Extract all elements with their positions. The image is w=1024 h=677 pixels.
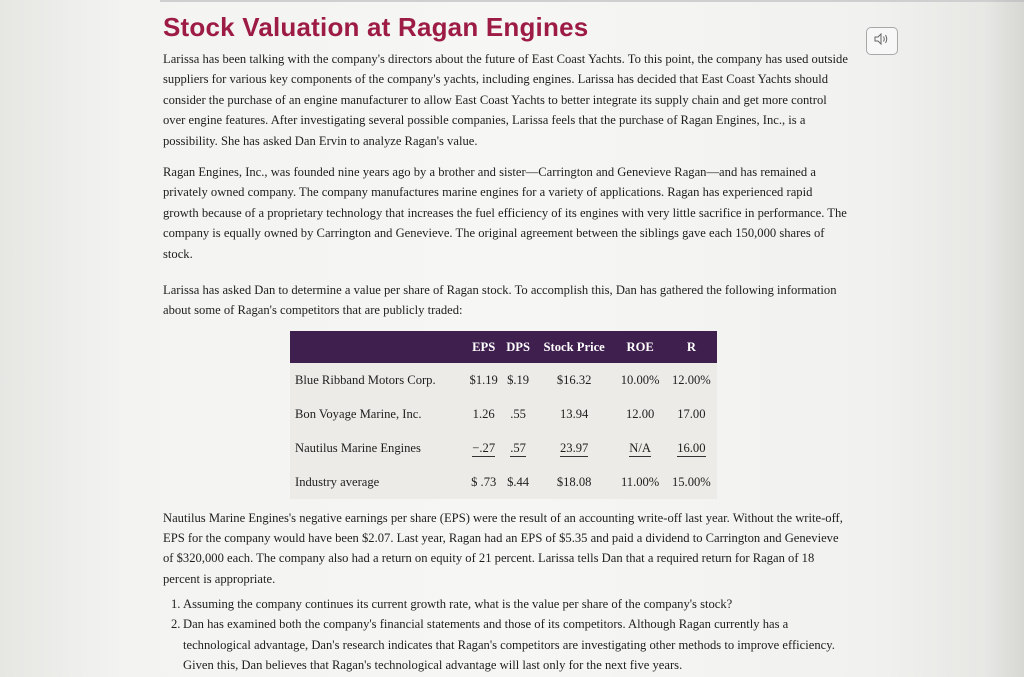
table-cell: Bon Voyage Marine, Inc. xyxy=(290,397,465,431)
intro-paragraph: Larissa has been talking with the company's directors about the future of East Coast Yachts. To this point, the company has used outside suppliers for various key components of the company's yachts, including engines. Larissa has decided that East Coast Yachts should consider the purchase of an engine manufacturer to allow East Coast Yachts to better integrate its supply chain and get more control over engine features. After investigating several possible companies, Larissa feels that the purchase of Ragan Engines, Inc., is a possibility. She has asked Dan Ervin to analyze Ragan's value. xyxy=(163,52,848,148)
table-cell: 13.94 xyxy=(534,397,615,431)
page-title: Stock Valuation at Ragan Engines xyxy=(163,12,589,42)
table-cell: $.19 xyxy=(502,363,533,397)
table-cell: Blue Ribband Motors Corp. xyxy=(290,363,465,397)
question-number: 1. xyxy=(171,597,181,611)
table-cell: 15.00% xyxy=(666,465,717,499)
table-header-cell: EPS xyxy=(472,339,496,354)
table-header-cell: ROE xyxy=(626,339,654,354)
table-header-row xyxy=(290,331,717,363)
nautilus-note-paragraph: Nautilus Marine Engines's negative earnings per share (EPS) were the result of an accounting write-off last year. Without the write-off, EPS for the company would have been $2.07. Last year, Ragan had an EPS of $5.35 and paid a dividend to Carrington and Genevieve of $320,000 each. The company also had a return on equity of 21 percent. Larissa tells Dan that a required return for Ragan of 18 percent is appropriate. xyxy=(163,511,843,586)
table-row xyxy=(290,363,717,397)
list-item xyxy=(163,614,848,675)
table-cell-value: 16.00 xyxy=(677,440,706,455)
table-header-cell xyxy=(290,331,465,363)
table-cell-value: 23.97 xyxy=(559,440,589,455)
table-cell: Industry average xyxy=(290,465,465,499)
table-cell: 17.00 xyxy=(666,397,717,431)
table-cell: $16.32 xyxy=(534,363,615,397)
table-cell-value: −.27 xyxy=(472,440,496,455)
table-cell: $18.08 xyxy=(534,465,615,499)
question-text: Assuming the company continues its current growth rate, what is the value per share of the company's stock? xyxy=(183,597,733,611)
table-cell-value: N/A xyxy=(629,440,651,455)
table-cell: 1.26 xyxy=(465,397,502,431)
table-cell xyxy=(615,431,666,465)
audio-button[interactable] xyxy=(866,27,898,55)
table-header-cell: DPS xyxy=(506,339,530,354)
table-row xyxy=(290,465,717,499)
company-background-paragraph: Ragan Engines, Inc., was founded nine years ago by a brother and sister—Carrington and Genevieve Ragan—and has remained a privately owned company. The company manufactures marine engines for a variety of applications. Ragan has experienced rapid growth because of a proprietary technology that increases the fuel efficiency of its engines with very little sacrifice in performance. The company is equally owned by Carrington and Genevieve. The original agreement between the siblings gave each 150,000 shares of stock. xyxy=(163,165,847,261)
table-cell: Nautilus Marine Engines xyxy=(290,431,465,465)
competitors-table xyxy=(290,331,717,499)
task-paragraph: Larissa has asked Dan to determine a value per share of Ragan stock. To accomplish this, Dan has gathered the following information about some of Ragan's competitors that are publicly traded: xyxy=(163,283,837,318)
question-number: 2. xyxy=(171,617,181,632)
table-cell xyxy=(465,431,502,465)
table-header-cell: R xyxy=(686,339,696,354)
table-cell-value: .57 xyxy=(510,440,526,455)
table-cell xyxy=(534,431,615,465)
table-row xyxy=(290,397,717,431)
table-cell: 11.00% xyxy=(615,465,666,499)
table-cell: 12.00% xyxy=(666,363,717,397)
table-cell: 10.00% xyxy=(615,363,666,397)
question-text: Dan has examined both the company's financial statements and those of its competitors. Although Ragan currently has a technological advantage, Dan's research indicates that Ragan's competitors are investigating other methods to improve efficiency. Given this, Dan believes that Ragan's technological advantage will last only for the next five years. xyxy=(183,617,835,673)
page-edge-shadow xyxy=(984,0,1024,677)
table-cell xyxy=(502,431,533,465)
table-row xyxy=(290,431,717,465)
table-cell: $1.19 xyxy=(465,363,502,397)
top-divider xyxy=(160,0,1024,2)
table-cell: 12.00 xyxy=(615,397,666,431)
list-item xyxy=(163,594,848,614)
table-cell xyxy=(666,431,717,465)
table-cell: $ .73 xyxy=(465,465,502,499)
table-cell: .55 xyxy=(502,397,533,431)
table-cell: $.44 xyxy=(502,465,533,499)
speaker-icon xyxy=(874,32,890,50)
question-list xyxy=(163,594,848,676)
table-header-cell: Stock Price xyxy=(543,339,605,354)
